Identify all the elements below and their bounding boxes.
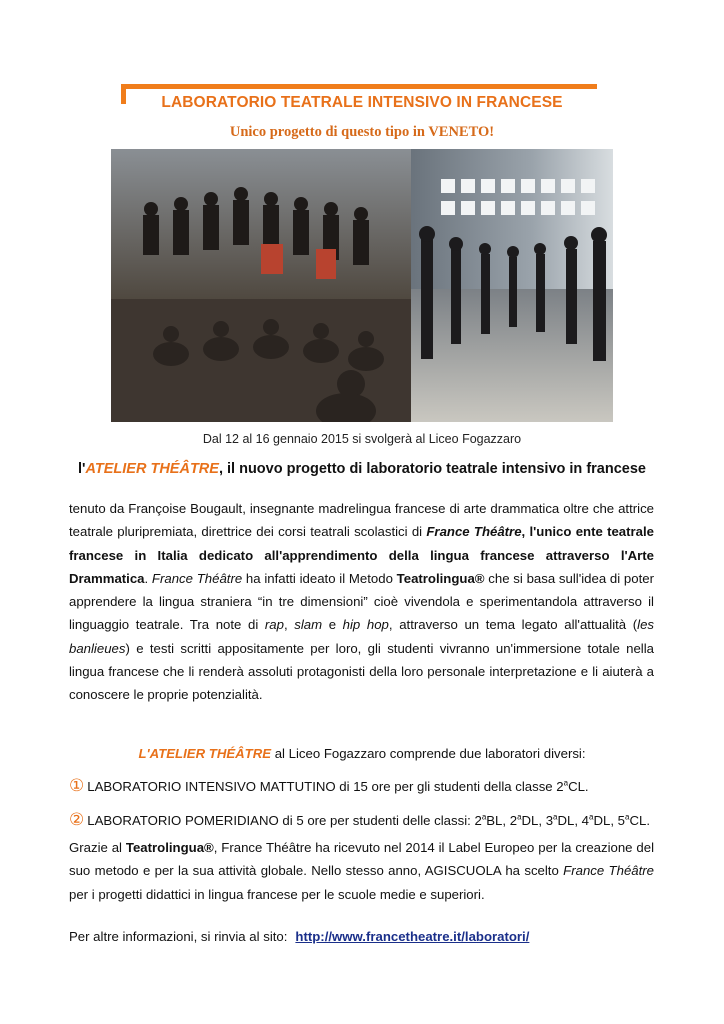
p1-comma: ,	[283, 617, 295, 633]
p2-method: Teatrolingua®	[125, 840, 214, 855]
contact-label: Per altre informazioni, si rinvia al sito:	[69, 929, 288, 944]
p2-b: , France Théâtre ha ricevuto nel 2014 il Label Europeo per la creazione del suo metodo e per la sua attività globale. Nello stesso anno, AGISCUOLA ha scelto	[69, 840, 654, 879]
page-title: LABORATORIO TEATRALE INTENSIVO IN FRANCESE	[161, 94, 563, 111]
p1-slam: slam	[294, 617, 323, 633]
p1-banlieues: les banlieues	[69, 617, 655, 656]
labs-intro-rest: al Liceo Fogazzaro comprende due laboratori diversi:	[271, 746, 586, 761]
circled-one-icon: ①	[69, 776, 85, 795]
lab-item-morning-text: LABORATORIO INTENSIVO MATTUTINO di 15 ore per gli studenti della classe 2	[87, 779, 564, 794]
lab-item-morning-tail: CL.	[568, 779, 589, 794]
lab-item-morning	[69, 776, 669, 796]
p2-a: Grazie al	[69, 840, 126, 855]
lab-item-afternoon	[69, 810, 669, 830]
p1-c: ha infatti ideato il Metodo	[242, 570, 397, 586]
photo-caption: Dal 12 al 16 gennaio 2015 si svolgerà al Liceo Fogazzaro	[202, 432, 522, 446]
lab-item-morning-sup: a	[563, 778, 569, 788]
label-paragraph	[69, 836, 654, 906]
p2-brand: France Théâtre	[563, 863, 654, 879]
p1-g: ) e testi scritti appositamente per loro, gli studenti vivranno un'immersione totale nella lingua francese che li renderà assoluti protagonisti della loro personale interpretazione e li aiuterà a conoscere le proprie potenzialità.	[69, 640, 654, 703]
p1-hiphop: hip hop	[342, 617, 389, 633]
p1-d: che si basa sull'idea di poter apprendere la lingua straniera “in tre dimensioni” cioè vivendola e sperimentandola attraverso il linguaggio teatrale. Tra note di	[69, 570, 654, 633]
p1-text: tenuto da Françoise Bougault, insegnante madrelingua francese di arte drammatica oltre che attrice teatrale pluripremiata, direttrice dei corsi teatrali scolastici di	[69, 501, 654, 540]
circled-two-icon: ②	[69, 810, 85, 829]
p1-brand: France Théâtre	[426, 524, 522, 540]
p1-rap: rap	[264, 617, 284, 633]
p1-method: Teatrolingua®	[396, 570, 485, 586]
labs-intro	[0, 746, 724, 761]
section-heading	[0, 461, 724, 477]
p1-brand2: France Théâtre	[151, 570, 243, 586]
theatre-group-photo	[111, 149, 613, 422]
page-subtitle: Unico progetto di questo tipo in VENETO!	[229, 124, 495, 140]
heading-prefix: l'	[78, 461, 86, 477]
heading-brand: ATELIER THÉÂTRE	[85, 461, 219, 477]
contact-line	[69, 929, 529, 944]
p2-c: per i progetti didattici in lingua francese per le scuole medie e superiori.	[69, 886, 485, 902]
heading-rest: , il nuovo progetto di laboratorio teatrale intensivo in francese	[218, 461, 646, 477]
lab-item-afternoon-text: LABORATORIO POMERIDIANO di 5 ore per studenti delle classi: 2$^a$BL, 2$^a$DL, 3$^a$DL, 4$^a$DL, 5$^a$CL.	[87, 812, 650, 828]
p1-sep: .	[144, 570, 152, 586]
photo-collage-image	[111, 149, 613, 422]
website-link[interactable]: http://www.francetheatre.it/laboratori/	[295, 929, 530, 944]
description-paragraph	[69, 497, 654, 707]
header-bracket-top	[121, 84, 597, 89]
p1-and: e	[322, 617, 343, 633]
labs-intro-brand: L'ATELIER THÉÂTRE	[138, 746, 272, 761]
p1-f: , attraverso un tema legato all'attualità (	[388, 617, 638, 633]
p1-bold: , l'unico ente teatrale francese in Italia dedicato all'apprendimento della lingua francese attraverso l'Arte Drammatica	[69, 524, 654, 586]
